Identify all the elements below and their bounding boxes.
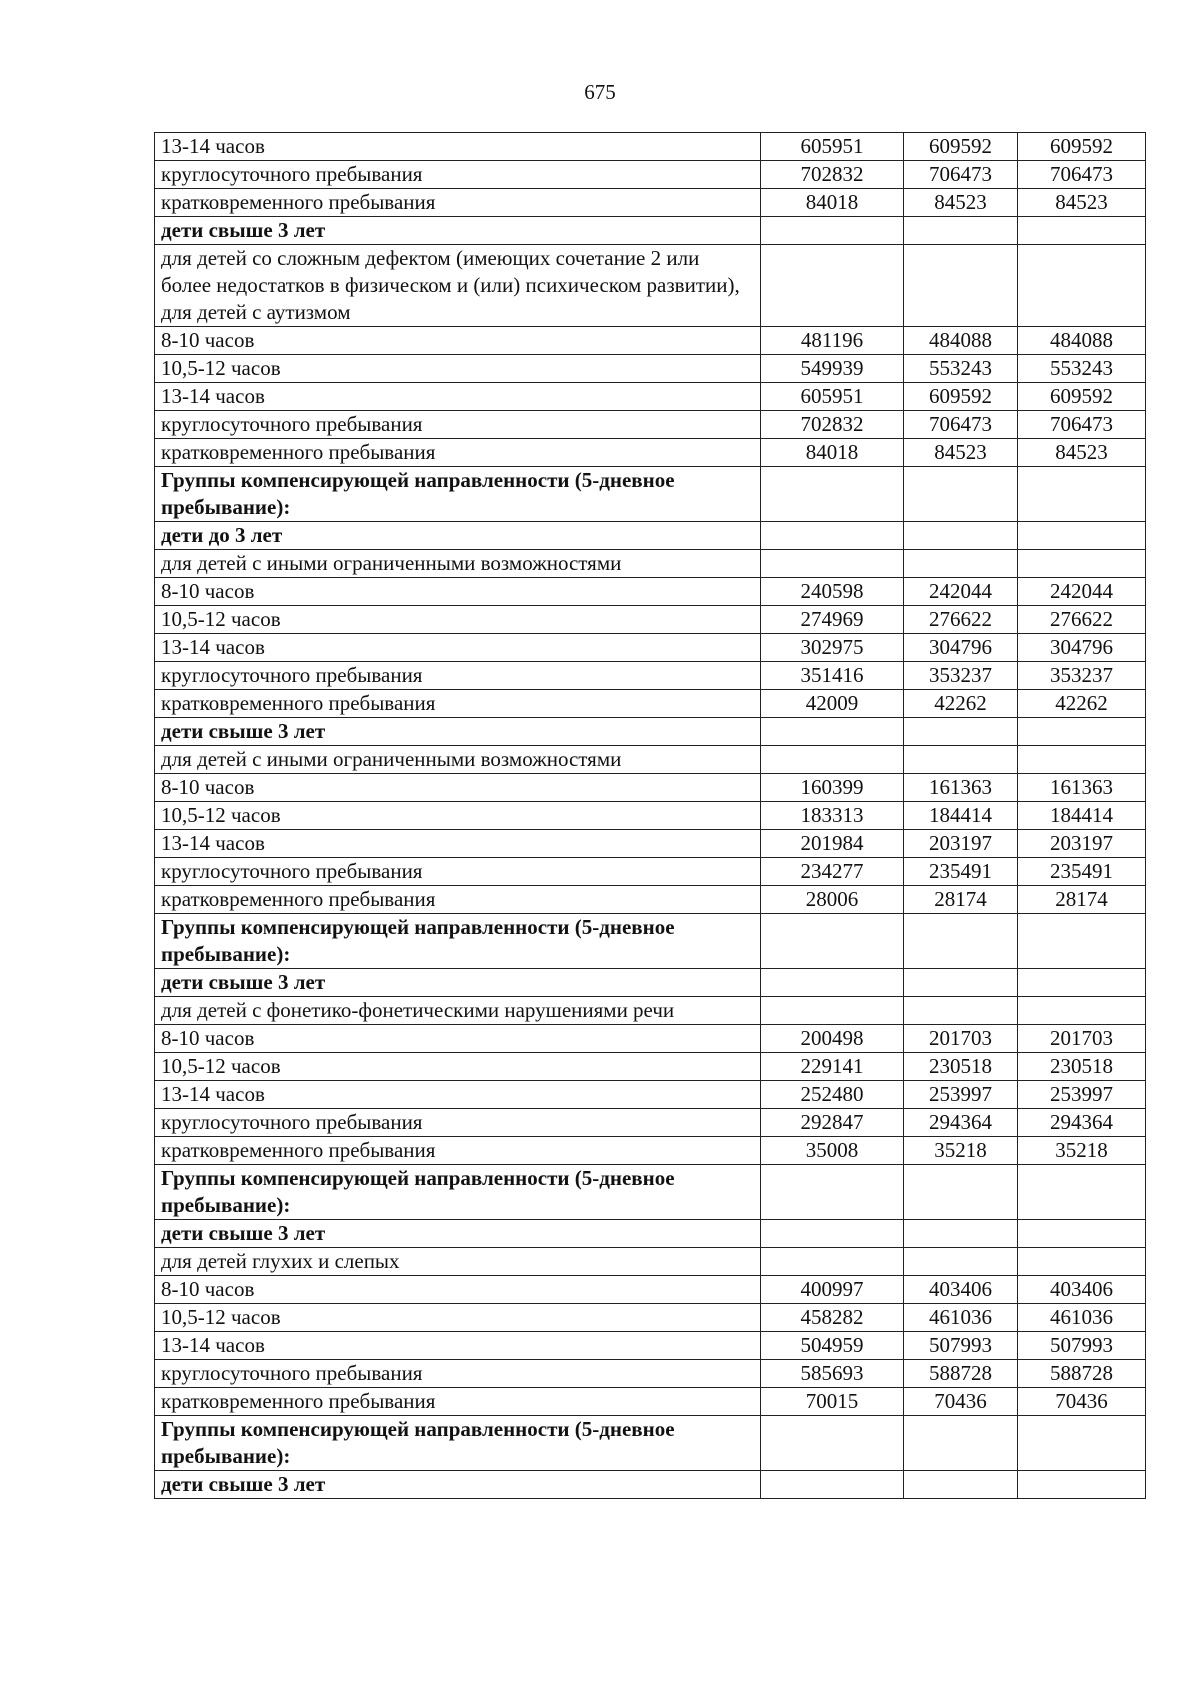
value-cell-2: 353237: [904, 662, 1018, 690]
value-cell-1: 84018: [761, 439, 904, 467]
value-cell-2: [904, 746, 1018, 774]
value-cell-2: 461036: [904, 1304, 1018, 1332]
value-cell-1: 274969: [761, 606, 904, 634]
value-cell-2: [904, 217, 1018, 245]
value-cell-1: 605951: [761, 133, 904, 161]
value-cell-2: [904, 914, 1018, 969]
row-label: 13-14 часов: [155, 634, 761, 662]
value-cell-2: 70436: [904, 1388, 1018, 1416]
value-cell-3: [1018, 914, 1146, 969]
value-cell-3: 242044: [1018, 578, 1146, 606]
value-cell-1: 84018: [761, 189, 904, 217]
row-label: кратковременного пребывания: [155, 886, 761, 914]
value-cell-3: [1018, 1248, 1146, 1276]
table-row: [155, 355, 1146, 383]
table-row: [155, 327, 1146, 355]
value-cell-3: 609592: [1018, 133, 1146, 161]
value-cell-3: 28174: [1018, 886, 1146, 914]
row-label: 8-10 часов: [155, 774, 761, 802]
value-cell-2: 294364: [904, 1109, 1018, 1137]
value-cell-3: 403406: [1018, 1276, 1146, 1304]
row-label: Группы компенсирующей направленности (5-дневное пребывание):: [155, 1416, 761, 1471]
row-label: дети до 3 лет: [155, 522, 761, 550]
table-row: [155, 1388, 1146, 1416]
value-cell-3: 353237: [1018, 662, 1146, 690]
value-cell-1: [761, 217, 904, 245]
value-cell-1: 160399: [761, 774, 904, 802]
value-cell-2: 28174: [904, 886, 1018, 914]
value-cell-1: [761, 914, 904, 969]
value-cell-3: 184414: [1018, 802, 1146, 830]
row-label: для детей с иными ограниченными возможностями: [155, 746, 761, 774]
value-cell-3: 42262: [1018, 690, 1146, 718]
row-label: круглосуточного пребывания: [155, 411, 761, 439]
row-label: 10,5-12 часов: [155, 606, 761, 634]
value-cell-3: [1018, 1471, 1146, 1499]
value-cell-3: [1018, 718, 1146, 746]
row-label: дети свыше 3 лет: [155, 217, 761, 245]
row-label: Группы компенсирующей направленности (5-дневное пребывание):: [155, 914, 761, 969]
table-row: [155, 1081, 1146, 1109]
value-cell-1: 702832: [761, 411, 904, 439]
table-row: [155, 886, 1146, 914]
row-label: круглосуточного пребывания: [155, 1360, 761, 1388]
value-cell-1: 35008: [761, 1137, 904, 1165]
row-label: 10,5-12 часов: [155, 802, 761, 830]
value-cell-3: 706473: [1018, 161, 1146, 189]
row-label: 8-10 часов: [155, 578, 761, 606]
table-row: [155, 1304, 1146, 1332]
value-cell-1: [761, 997, 904, 1025]
value-cell-1: [761, 1471, 904, 1499]
table-row: [155, 411, 1146, 439]
value-cell-3: [1018, 1165, 1146, 1220]
value-cell-1: [761, 467, 904, 522]
row-label: 13-14 часов: [155, 1332, 761, 1360]
table-row: [155, 662, 1146, 690]
value-cell-3: 609592: [1018, 383, 1146, 411]
row-label: кратковременного пребывания: [155, 189, 761, 217]
value-cell-2: 203197: [904, 830, 1018, 858]
value-cell-1: [761, 245, 904, 327]
value-cell-2: [904, 522, 1018, 550]
value-cell-3: [1018, 467, 1146, 522]
value-cell-1: 70015: [761, 1388, 904, 1416]
row-label: 10,5-12 часов: [155, 355, 761, 383]
value-cell-2: 253997: [904, 1081, 1018, 1109]
value-cell-2: 242044: [904, 578, 1018, 606]
table-row: [155, 634, 1146, 662]
value-cell-2: 588728: [904, 1360, 1018, 1388]
row-label: кратковременного пребывания: [155, 439, 761, 467]
value-cell-2: 230518: [904, 1053, 1018, 1081]
value-cell-2: 201703: [904, 1025, 1018, 1053]
row-label: 8-10 часов: [155, 327, 761, 355]
value-cell-2: 84523: [904, 189, 1018, 217]
value-cell-1: 240598: [761, 578, 904, 606]
value-cell-1: [761, 1416, 904, 1471]
table-row: [155, 1053, 1146, 1081]
value-cell-2: 706473: [904, 411, 1018, 439]
table-row: [155, 133, 1146, 161]
value-cell-2: 42262: [904, 690, 1018, 718]
value-cell-2: 484088: [904, 327, 1018, 355]
row-label: круглосуточного пребывания: [155, 161, 761, 189]
table-row: [155, 1360, 1146, 1388]
value-cell-3: 588728: [1018, 1360, 1146, 1388]
row-label: для детей глухих и слепых: [155, 1248, 761, 1276]
table-row: [155, 858, 1146, 886]
value-cell-1: 42009: [761, 690, 904, 718]
value-cell-1: [761, 1248, 904, 1276]
value-cell-3: 161363: [1018, 774, 1146, 802]
value-cell-3: [1018, 550, 1146, 578]
row-label: круглосуточного пребывания: [155, 1109, 761, 1137]
table-row: [155, 1471, 1146, 1499]
row-label: 10,5-12 часов: [155, 1304, 761, 1332]
row-label: кратковременного пребывания: [155, 1388, 761, 1416]
value-cell-3: 553243: [1018, 355, 1146, 383]
table-row: [155, 217, 1146, 245]
value-cell-3: 276622: [1018, 606, 1146, 634]
value-cell-1: [761, 718, 904, 746]
value-cell-2: 553243: [904, 355, 1018, 383]
value-cell-2: 609592: [904, 133, 1018, 161]
value-cell-1: 292847: [761, 1109, 904, 1137]
row-label: 13-14 часов: [155, 383, 761, 411]
value-cell-3: 294364: [1018, 1109, 1146, 1137]
row-label: 8-10 часов: [155, 1276, 761, 1304]
value-cell-1: 234277: [761, 858, 904, 886]
table-body: [155, 133, 1146, 1499]
row-label: кратковременного пребывания: [155, 1137, 761, 1165]
row-label: для детей со сложным дефектом (имеющих сочетание 2 или более недостатков в физическом и (или) психическом развитии), для детей с аутизмом: [155, 245, 761, 327]
value-cell-3: [1018, 1416, 1146, 1471]
value-cell-3: 507993: [1018, 1332, 1146, 1360]
row-label: круглосуточного пребывания: [155, 858, 761, 886]
value-cell-1: 252480: [761, 1081, 904, 1109]
value-cell-3: 304796: [1018, 634, 1146, 662]
value-cell-1: 605951: [761, 383, 904, 411]
value-cell-3: [1018, 245, 1146, 327]
table-row: [155, 606, 1146, 634]
value-cell-3: 235491: [1018, 858, 1146, 886]
value-cell-1: 351416: [761, 662, 904, 690]
row-label: 13-14 часов: [155, 1081, 761, 1109]
table-row: [155, 1165, 1146, 1220]
value-cell-2: 184414: [904, 802, 1018, 830]
table-row: [155, 161, 1146, 189]
table-row: [155, 1248, 1146, 1276]
value-cell-3: 201703: [1018, 1025, 1146, 1053]
table-row: [155, 1332, 1146, 1360]
value-cell-3: [1018, 969, 1146, 997]
value-cell-2: 403406: [904, 1276, 1018, 1304]
row-label: 10,5-12 часов: [155, 1053, 761, 1081]
value-cell-2: 84523: [904, 439, 1018, 467]
value-cell-1: [761, 550, 904, 578]
row-label: Группы компенсирующей направленности (5-дневное пребывание):: [155, 1165, 761, 1220]
value-cell-2: [904, 467, 1018, 522]
table-row: [155, 1137, 1146, 1165]
value-cell-1: 302975: [761, 634, 904, 662]
value-cell-2: [904, 1248, 1018, 1276]
value-cell-1: [761, 522, 904, 550]
value-cell-3: [1018, 1220, 1146, 1248]
value-cell-1: [761, 969, 904, 997]
table-row: [155, 578, 1146, 606]
value-cell-2: [904, 1165, 1018, 1220]
row-label: для детей с фонетико-фонетическими нарушениями речи: [155, 997, 761, 1025]
value-cell-1: 229141: [761, 1053, 904, 1081]
table-row: [155, 550, 1146, 578]
value-cell-2: [904, 718, 1018, 746]
row-label: дети свыше 3 лет: [155, 969, 761, 997]
table-row: [155, 690, 1146, 718]
row-label: Группы компенсирующей направленности (5-дневное пребывание):: [155, 467, 761, 522]
table-row: [155, 383, 1146, 411]
value-cell-3: 230518: [1018, 1053, 1146, 1081]
value-cell-3: 461036: [1018, 1304, 1146, 1332]
table-row: [155, 1276, 1146, 1304]
value-cell-2: [904, 1471, 1018, 1499]
cost-table: [154, 132, 1146, 1499]
table-row: [155, 802, 1146, 830]
value-cell-3: 253997: [1018, 1081, 1146, 1109]
page-number: 675: [584, 80, 616, 104]
value-cell-2: 35218: [904, 1137, 1018, 1165]
table-row: [155, 997, 1146, 1025]
value-cell-3: 84523: [1018, 439, 1146, 467]
table-row: [155, 774, 1146, 802]
value-cell-1: 400997: [761, 1276, 904, 1304]
value-cell-2: 609592: [904, 383, 1018, 411]
value-cell-1: 481196: [761, 327, 904, 355]
row-label: для детей с иными ограниченными возможностями: [155, 550, 761, 578]
value-cell-1: 183313: [761, 802, 904, 830]
value-cell-2: [904, 245, 1018, 327]
table-row: [155, 914, 1146, 969]
value-cell-1: 585693: [761, 1360, 904, 1388]
value-cell-1: 201984: [761, 830, 904, 858]
value-cell-2: 507993: [904, 1332, 1018, 1360]
table-row: [155, 467, 1146, 522]
table-row: [155, 1220, 1146, 1248]
row-label: 13-14 часов: [155, 133, 761, 161]
value-cell-3: 706473: [1018, 411, 1146, 439]
value-cell-3: [1018, 522, 1146, 550]
row-label: дети свыше 3 лет: [155, 1471, 761, 1499]
table-row: [155, 1025, 1146, 1053]
table-row: [155, 1416, 1146, 1471]
table-row: [155, 969, 1146, 997]
row-label: кратковременного пребывания: [155, 690, 761, 718]
table-row: [155, 830, 1146, 858]
value-cell-3: [1018, 746, 1146, 774]
value-cell-1: 504959: [761, 1332, 904, 1360]
value-cell-3: 70436: [1018, 1388, 1146, 1416]
value-cell-1: 28006: [761, 886, 904, 914]
value-cell-2: 706473: [904, 161, 1018, 189]
table-row: [155, 189, 1146, 217]
value-cell-3: 35218: [1018, 1137, 1146, 1165]
value-cell-1: 200498: [761, 1025, 904, 1053]
value-cell-1: [761, 1220, 904, 1248]
value-cell-2: 235491: [904, 858, 1018, 886]
value-cell-3: [1018, 997, 1146, 1025]
value-cell-1: [761, 746, 904, 774]
value-cell-2: [904, 1220, 1018, 1248]
value-cell-2: [904, 550, 1018, 578]
value-cell-1: 702832: [761, 161, 904, 189]
value-cell-2: [904, 969, 1018, 997]
row-label: 13-14 часов: [155, 830, 761, 858]
row-label: дети свыше 3 лет: [155, 718, 761, 746]
value-cell-3: 84523: [1018, 189, 1146, 217]
value-cell-1: [761, 1165, 904, 1220]
row-label: круглосуточного пребывания: [155, 662, 761, 690]
row-label: дети свыше 3 лет: [155, 1220, 761, 1248]
table-row: [155, 522, 1146, 550]
value-cell-3: 203197: [1018, 830, 1146, 858]
value-cell-1: 549939: [761, 355, 904, 383]
table-row: [155, 439, 1146, 467]
row-label: 8-10 часов: [155, 1025, 761, 1053]
table-row: [155, 718, 1146, 746]
value-cell-2: [904, 1416, 1018, 1471]
value-cell-2: 276622: [904, 606, 1018, 634]
value-cell-2: 161363: [904, 774, 1018, 802]
value-cell-3: [1018, 217, 1146, 245]
value-cell-1: 458282: [761, 1304, 904, 1332]
value-cell-2: 304796: [904, 634, 1018, 662]
table-row: [155, 1109, 1146, 1137]
value-cell-2: [904, 997, 1018, 1025]
value-cell-3: 484088: [1018, 327, 1146, 355]
table-row: [155, 245, 1146, 327]
table-row: [155, 746, 1146, 774]
